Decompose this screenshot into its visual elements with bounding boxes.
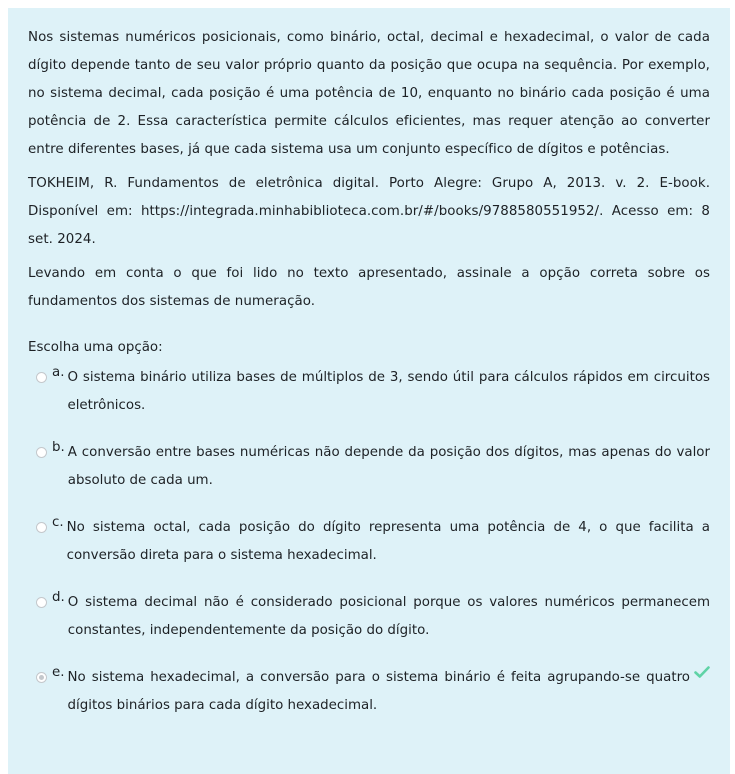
answer-letter: b. <box>52 440 65 455</box>
answer-text[interactable]: No sistema octal, cada posição do dígito representa uma potência de 4, o que facilita a conversão direta para o sistema hexadecimal. <box>66 520 710 563</box>
answer-letter: e. <box>52 665 65 680</box>
answer-letter: d. <box>52 590 65 605</box>
reference-citation: TOKHEIM, R. Fundamentos de eletrônica digital. Porto Alegre: Grupo A, 2013. v. 2. E-book. Disponível em: https://integrada.minhabiblioteca.com.br/#/books/9788580551952/. Acesso em: 8 set. 2024. <box>28 176 710 247</box>
answer-list <box>28 364 710 720</box>
answer-letter: c. <box>52 515 64 530</box>
question-panel <box>8 8 730 774</box>
answer-text[interactable]: O sistema binário utiliza bases de múltiplos de 3, sendo útil para cálculos rápidos em circuitos eletrônicos. <box>67 370 710 413</box>
answer-option-a[interactable] <box>28 364 710 420</box>
answer-option-d[interactable] <box>28 589 710 645</box>
check-icon <box>694 666 710 678</box>
answer-letter: a. <box>52 365 65 380</box>
choose-option-prompt: Escolha uma opção: <box>28 340 163 355</box>
radio-button[interactable] <box>36 522 47 533</box>
answer-option-c[interactable] <box>28 514 710 570</box>
question-instruction: Levando em conta o que foi lido no texto apresentado, assinale a opção correta sobre os fundamentos dos sistemas de numeração. <box>28 266 710 309</box>
radio-button[interactable] <box>36 372 47 383</box>
answer-text[interactable]: A conversão entre bases numéricas não depende da posição dos dígitos, mas apenas do valor absoluto de cada um. <box>67 445 710 488</box>
radio-button[interactable] <box>36 597 47 608</box>
answer-option-b[interactable] <box>28 439 710 495</box>
answer-text[interactable]: O sistema decimal não é considerado posicional porque os valores numéricos permanecem constantes, independentemente da posição do dígito. <box>67 595 710 638</box>
question-text: Nos sistemas numéricos posicionais, como binário, octal, decimal e hexadecimal, o valor de cada dígito depende tanto de seu valor próprio quanto da posição que ocupa na sequência. Por exemplo, no sistema decimal, cada posição é uma potência de 10, enquanto no binário cada posição é uma potência de 2. Essa característica permite cálculos eficientes, mas requer atenção ao converter entre diferentes bases, já que cada sistema usa um conjunto específico de dígitos e potências. <box>28 30 710 157</box>
radio-button[interactable] <box>36 447 47 458</box>
answer-text[interactable]: No sistema hexadecimal, a conversão para o sistema binário é feita agrupando-se quatro dígitos binários para cada dígito hexadecimal. <box>67 670 690 713</box>
radio-button-selected[interactable] <box>36 672 47 683</box>
answer-option-e[interactable] <box>28 664 710 720</box>
